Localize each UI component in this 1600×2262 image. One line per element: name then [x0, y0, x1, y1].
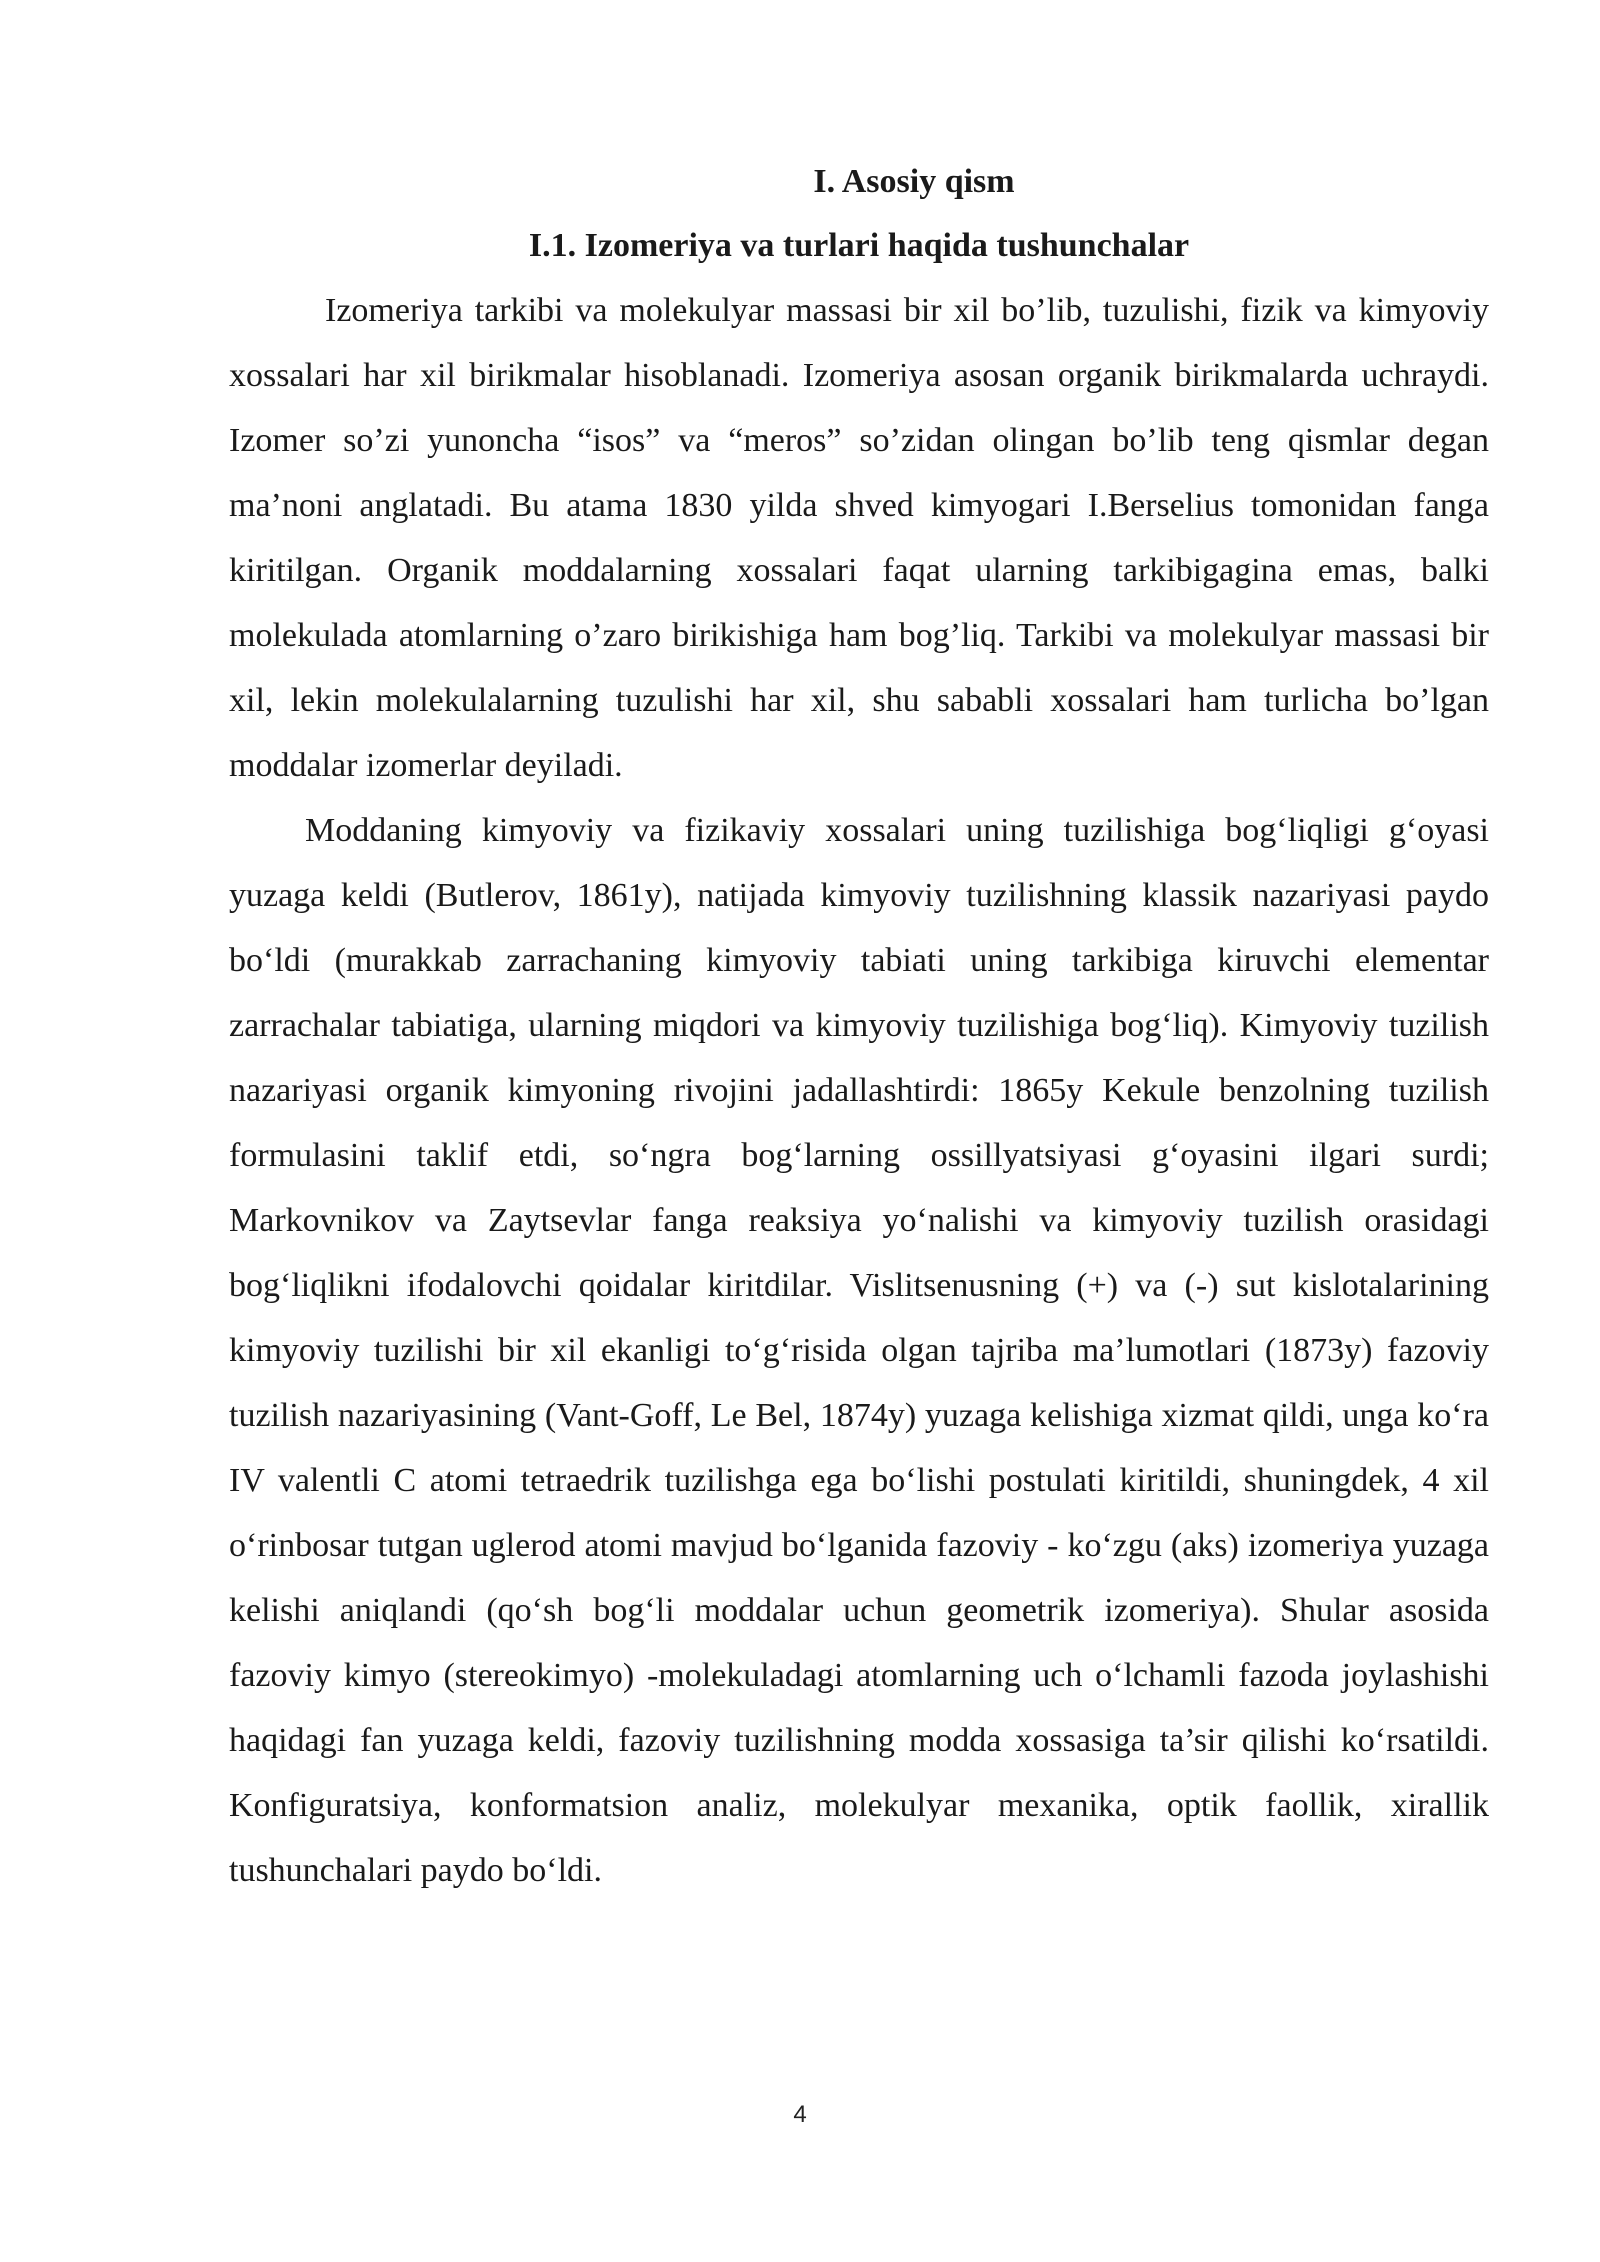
- page-body: [229, 150, 1489, 1903]
- paragraph-structure-theory: Moddaning kimyoviy va fizikaviy xossalari uning tuzilishiga bog‘liqligi g‘oyasi yuzaga keldi (Butlerov, 1861y), natijada kimyoviy tuzilishning klassik nazariyasi paydo bo‘ldi (murakkab zarrachaning kimyoviy tabiati uning tarkibiga kiruvchi elementar zarrachalar tabiatiga, ularning miqdori va kimyoviy tuzilishiga bog‘liq). Kimyoviy tuzilish nazariyasi organik kimyoning rivojini jadallashtirdi: 1865y Kekule benzolning tuzilish formulasini taklif etdi, so‘ngra bog‘larning ossillyatsiyasi g‘oyasini ilgari surdi; Markovnikov va Zaytsevlar fanga reaksiya yo‘nalishi va kimyoviy tuzilish orasidagi bog‘liqlikni ifodalovchi qoidalar kiritdilar. Vislitsenusning (+) va (-) sut kislotalarining kimyoviy tuzilishi bir xil ekanligi to‘g‘risida olgan tajriba ma’lumotlari (1873y) fazoviy tuzilish nazariyasining (Vant-Goff, Le Bel, 1874y) yuzaga kelishiga xizmat qildi, unga ko‘ra IV valentli C atomi tetraedrik tuzilishga ega bo‘lishi postulati kiritildi, shuningdek, 4 xil o‘rinbosar tutgan uglerod atomi mavjud bo‘lganida fazoviy - ko‘zgu (aks) izomeriya yuzaga kelishi aniqlandi (qo‘sh bog‘li moddalar uchun geometrik izomeriya). Shular asosida fazoviy kimyo (stereokimyo) -molekuladagi atomlarning uch o‘lchamli fazoda joylashishi haqidagi fan yuzaga keldi, fazoviy tuzilishning modda xossasiga ta’sir qilishi ko‘rsatildi. Konfiguratsiya, konformatsion analiz, molekulyar mexanika, optik faollik, xirallik tushunchalari paydo bo‘ldi.: [229, 812, 1489, 1889]
- page-number: 4: [793, 2101, 807, 2128]
- subsection-heading: I.1. Izomeriya va turlari haqida tushunchalar: [528, 227, 1190, 264]
- section-heading: I. Asosiy qism: [813, 163, 1015, 200]
- paragraph-isomerism-definition: Izomeriya tarkibi va molekulyar massasi bir xil bo’lib, tuzulishi, fizik va kimyoviy xossalari har xil birikmalar hisoblanadi. Izomeriya asosan organik birikmalarda uchraydi. Izomer so’zi yunoncha “isos” va “meros” so’zidan olingan bo’lib teng qismlar degan ma’noni anglatadi. Bu atama 1830 yilda shved kimyogari I.Berselius tomonidan fanga kiritilgan. Organik moddalarning xossalari faqat ularning tarkibigagina emas, balki molekulada atomlarning o’zaro birikishiga ham bog’liq. Tarkibi va molekulyar massasi bir xil, lekin molekulalarning tuzulishi har xil, shu sababli xossalari ham turlicha bo’lgan moddalar izomerlar deyiladi.: [229, 292, 1489, 784]
